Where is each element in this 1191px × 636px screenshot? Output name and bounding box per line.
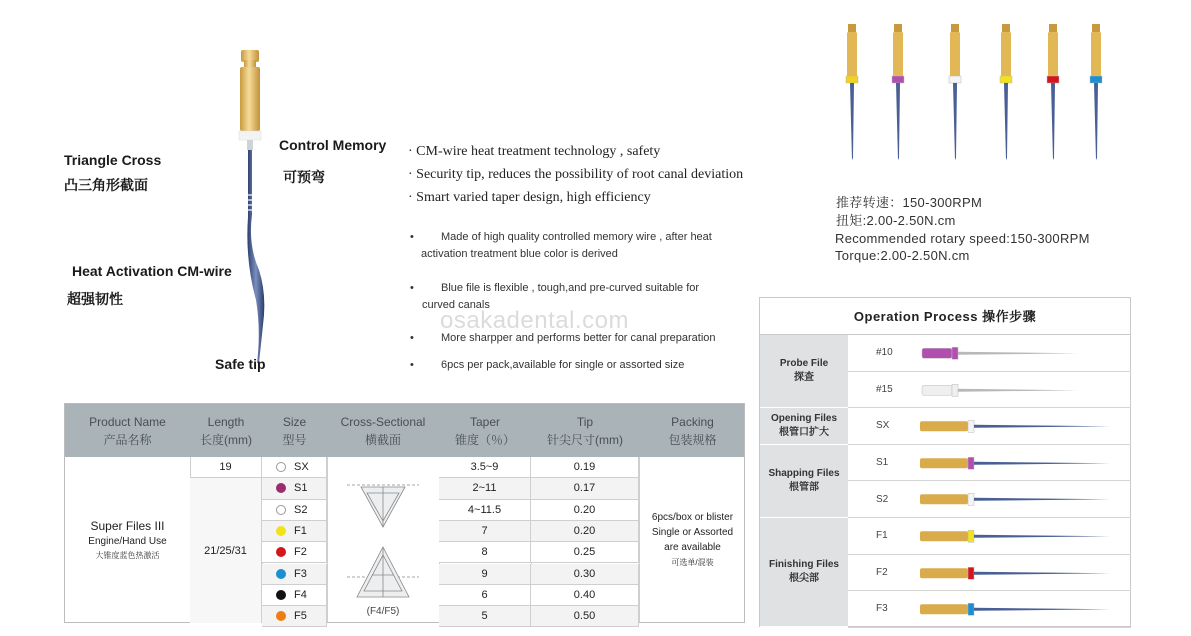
operation-row xyxy=(848,518,1131,555)
header-zh: 包装规格 xyxy=(668,433,717,447)
operation-size: S2 xyxy=(876,493,889,505)
feature-1: · CM-wire heat treatment technology , safety xyxy=(408,144,661,159)
taper-value: 7 xyxy=(481,525,488,538)
file-icon xyxy=(888,518,1128,555)
group-zh: 根管部 xyxy=(789,482,819,493)
operation-size: #15 xyxy=(876,383,893,395)
header-zh: 横截面 xyxy=(364,433,401,447)
rotary-file-icon xyxy=(1047,24,1059,160)
tip-cell xyxy=(531,521,639,542)
header-en: Packing xyxy=(671,415,714,429)
taper-value: 4~11.5 xyxy=(467,503,502,516)
group-en: Probe File xyxy=(779,358,829,369)
file-icon xyxy=(888,408,1128,445)
operation-size: F1 xyxy=(876,530,888,542)
header-en: Cross-Sectional xyxy=(340,415,426,429)
color-dot-icon xyxy=(276,462,286,472)
feature-2: · Security tip, reduces the possibility of root canal deviation xyxy=(408,167,744,182)
tip-value: 0.17 xyxy=(573,482,596,495)
taper-cell xyxy=(439,457,531,478)
main-file-illustration xyxy=(215,45,275,365)
taper-value: 9 xyxy=(481,567,488,580)
header-zh: 针尖尺寸(mm) xyxy=(547,433,623,447)
size-label: F5 xyxy=(294,610,307,623)
feature-3: · Smart varied taper design, high efficiency xyxy=(408,190,651,205)
product-name-cell xyxy=(65,457,190,623)
tip-cell xyxy=(531,478,639,499)
packing-line-1: 6pcs/box or blister xyxy=(651,512,734,523)
label-heat-activation: Heat Activation CM-wire xyxy=(72,263,232,279)
label-control-memory-zh: 可预弯 xyxy=(283,169,325,185)
tip-value: 0.40 xyxy=(573,588,596,601)
packing-line-3: are available xyxy=(664,542,721,553)
operation-row xyxy=(848,335,1131,372)
label-triangle-cross-zh: 凸三角形截面 xyxy=(64,177,148,193)
operation-process-table xyxy=(759,297,1131,627)
size-label: F4 xyxy=(294,588,307,601)
taper-cell xyxy=(439,585,531,606)
tip-cell xyxy=(531,585,639,606)
color-dot-icon xyxy=(276,611,286,621)
rpm-torque-en: Torque:2.00-2.50N.cm xyxy=(835,248,970,263)
bullet-icon: • xyxy=(410,282,414,294)
operation-size: #10 xyxy=(876,347,893,359)
file-icon xyxy=(888,372,1128,409)
size-cell xyxy=(262,585,327,606)
label-heat-activation-zh: 超强韧性 xyxy=(67,291,123,307)
watermark: osakadental.com xyxy=(440,307,629,334)
product-name: Super Files III xyxy=(90,519,165,533)
packing-line-2: Single or Assorted xyxy=(651,527,734,538)
size-label: F1 xyxy=(294,525,307,538)
tip-value: 0.30 xyxy=(573,567,596,580)
header-en: Taper xyxy=(469,415,501,429)
taper-value: 6 xyxy=(481,588,488,601)
taper-cell xyxy=(439,564,531,585)
file-icon xyxy=(888,555,1128,592)
header-zh: 产品名称 xyxy=(103,433,152,447)
group-opening-files xyxy=(760,408,848,445)
detail-3-text: More sharpper and performs better for canal preparation xyxy=(441,332,716,344)
detail-1-text: Made of high quality controlled memory wire , after heat activation treatment blue color is derived xyxy=(421,231,712,260)
rotary-file-icon xyxy=(1000,24,1012,160)
header-en: Tip xyxy=(576,415,594,429)
product-zh: 大锥度蓝色热激活 xyxy=(95,551,160,560)
color-dot-icon xyxy=(276,569,286,579)
spec-table-header xyxy=(65,404,744,457)
tip-value: 0.19 xyxy=(573,461,596,474)
rotary-file-icon xyxy=(949,24,961,160)
group-shaping-files xyxy=(760,445,848,518)
operation-row xyxy=(848,408,1131,445)
header-length xyxy=(190,404,262,457)
file-icon xyxy=(888,335,1128,372)
size-label: S1 xyxy=(294,482,308,495)
tip-value: 0.50 xyxy=(573,610,596,623)
bullet-icon: • xyxy=(410,231,414,243)
detail-1 xyxy=(410,229,730,263)
rotary-file-icon xyxy=(1090,24,1102,160)
tip-cell xyxy=(531,500,639,521)
operation-row xyxy=(848,372,1131,409)
tip-cell xyxy=(531,606,639,627)
group-zh: 探查 xyxy=(794,372,814,383)
size-cell xyxy=(262,521,327,542)
file-set-illustration xyxy=(830,20,1120,180)
header-zh: 锥度（％） xyxy=(454,433,515,447)
operation-row xyxy=(848,445,1131,482)
taper-cell xyxy=(439,606,531,627)
operation-size: F3 xyxy=(876,603,888,615)
taper-cell xyxy=(439,478,531,499)
header-tip xyxy=(531,404,639,457)
header-en: Product Name xyxy=(89,415,166,429)
detail-2-text: Blue file is flexible , tough,and pre-curved suitable for curved canals xyxy=(422,282,700,311)
size-label: F3 xyxy=(294,567,307,580)
length-cell-19 xyxy=(190,457,262,478)
header-en: Length xyxy=(207,415,245,429)
taper-value: 2~11 xyxy=(472,482,497,495)
size-label: SX xyxy=(294,461,309,474)
group-en: Shapping Files xyxy=(768,468,840,479)
length-cell-multi xyxy=(190,478,262,623)
size-cell xyxy=(262,542,327,563)
group-finishing-files xyxy=(760,518,848,627)
color-dot-icon xyxy=(276,526,286,536)
operation-row xyxy=(848,481,1131,518)
bullet-icon: • xyxy=(410,332,414,344)
color-dot-icon xyxy=(276,590,286,600)
header-zh: 型号 xyxy=(282,433,307,447)
header-taper xyxy=(439,404,531,457)
taper-cell xyxy=(439,542,531,563)
operation-title: Operation Process 操作步骤 xyxy=(760,298,1130,335)
length-value: 21/25/31 xyxy=(204,544,247,557)
length-value: 19 xyxy=(219,461,232,473)
bullet-icon: • xyxy=(410,359,414,371)
taper-value: 5 xyxy=(481,610,488,623)
size-cell xyxy=(262,500,327,521)
taper-cell xyxy=(439,500,531,521)
label-triangle-cross: Triangle Cross xyxy=(64,152,162,168)
taper-value: 3.5~9 xyxy=(470,461,499,474)
tip-cell xyxy=(531,564,639,585)
header-size xyxy=(262,404,327,457)
group-probe-file xyxy=(760,335,848,408)
cross-section-diagram xyxy=(327,457,439,623)
operation-size: S1 xyxy=(876,457,889,469)
size-cell xyxy=(262,478,327,499)
cross-section-label: (F4/F5) xyxy=(366,606,400,617)
tip-value: 0.20 xyxy=(573,525,596,538)
tip-cell xyxy=(531,542,639,563)
detail-4 xyxy=(410,357,750,374)
operation-size: F2 xyxy=(876,566,888,578)
spec-table xyxy=(64,403,745,623)
color-dot-icon xyxy=(276,547,286,557)
group-en: Opening Files xyxy=(770,413,838,424)
size-cell xyxy=(262,457,327,478)
file-icon xyxy=(888,445,1128,482)
tip-value: 0.25 xyxy=(573,546,596,559)
operation-row xyxy=(848,591,1131,628)
color-dot-icon xyxy=(276,483,286,493)
product-use: Engine/Hand Use xyxy=(88,536,167,547)
color-dot-icon xyxy=(276,505,286,515)
header-packing xyxy=(639,404,746,457)
rpm-speed-en: Recommended rotary speed:150-300RPM xyxy=(835,231,1090,246)
tip-value: 0.20 xyxy=(573,503,596,516)
packing-line-4: 可选单/混装 xyxy=(671,558,714,567)
header-zh: 长度(mm) xyxy=(200,433,252,447)
rpm-torque-zh: 扭矩:2.00-2.50N.cm xyxy=(836,213,956,228)
group-zh: 根管口扩大 xyxy=(779,427,829,438)
detail-4-text: 6pcs per pack,available for single or assorted size xyxy=(441,359,685,371)
size-label: S2 xyxy=(294,503,308,516)
label-safe-tip: Safe tip xyxy=(215,356,266,372)
taper-value: 8 xyxy=(481,546,488,559)
header-product-name xyxy=(65,404,190,457)
packing-cell xyxy=(639,457,746,623)
rotary-file-icon xyxy=(846,24,858,160)
taper-cell xyxy=(439,521,531,542)
size-cell xyxy=(262,606,327,627)
group-zh: 根尖部 xyxy=(789,573,819,584)
file-icon xyxy=(888,481,1128,518)
operation-size: SX xyxy=(876,420,890,432)
label-control-memory: Control Memory xyxy=(279,137,387,153)
tip-cell xyxy=(531,457,639,478)
group-en: Finishing Files xyxy=(768,559,839,570)
operation-row xyxy=(848,555,1131,592)
header-en: Size xyxy=(282,415,307,429)
header-cross-section xyxy=(327,404,439,457)
rpm-speed-zh: 推荐转速：150-300RPM xyxy=(836,195,983,210)
size-cell xyxy=(262,564,327,585)
rotary-file-icon xyxy=(892,24,904,160)
size-label: F2 xyxy=(294,546,307,559)
file-icon xyxy=(888,591,1128,628)
